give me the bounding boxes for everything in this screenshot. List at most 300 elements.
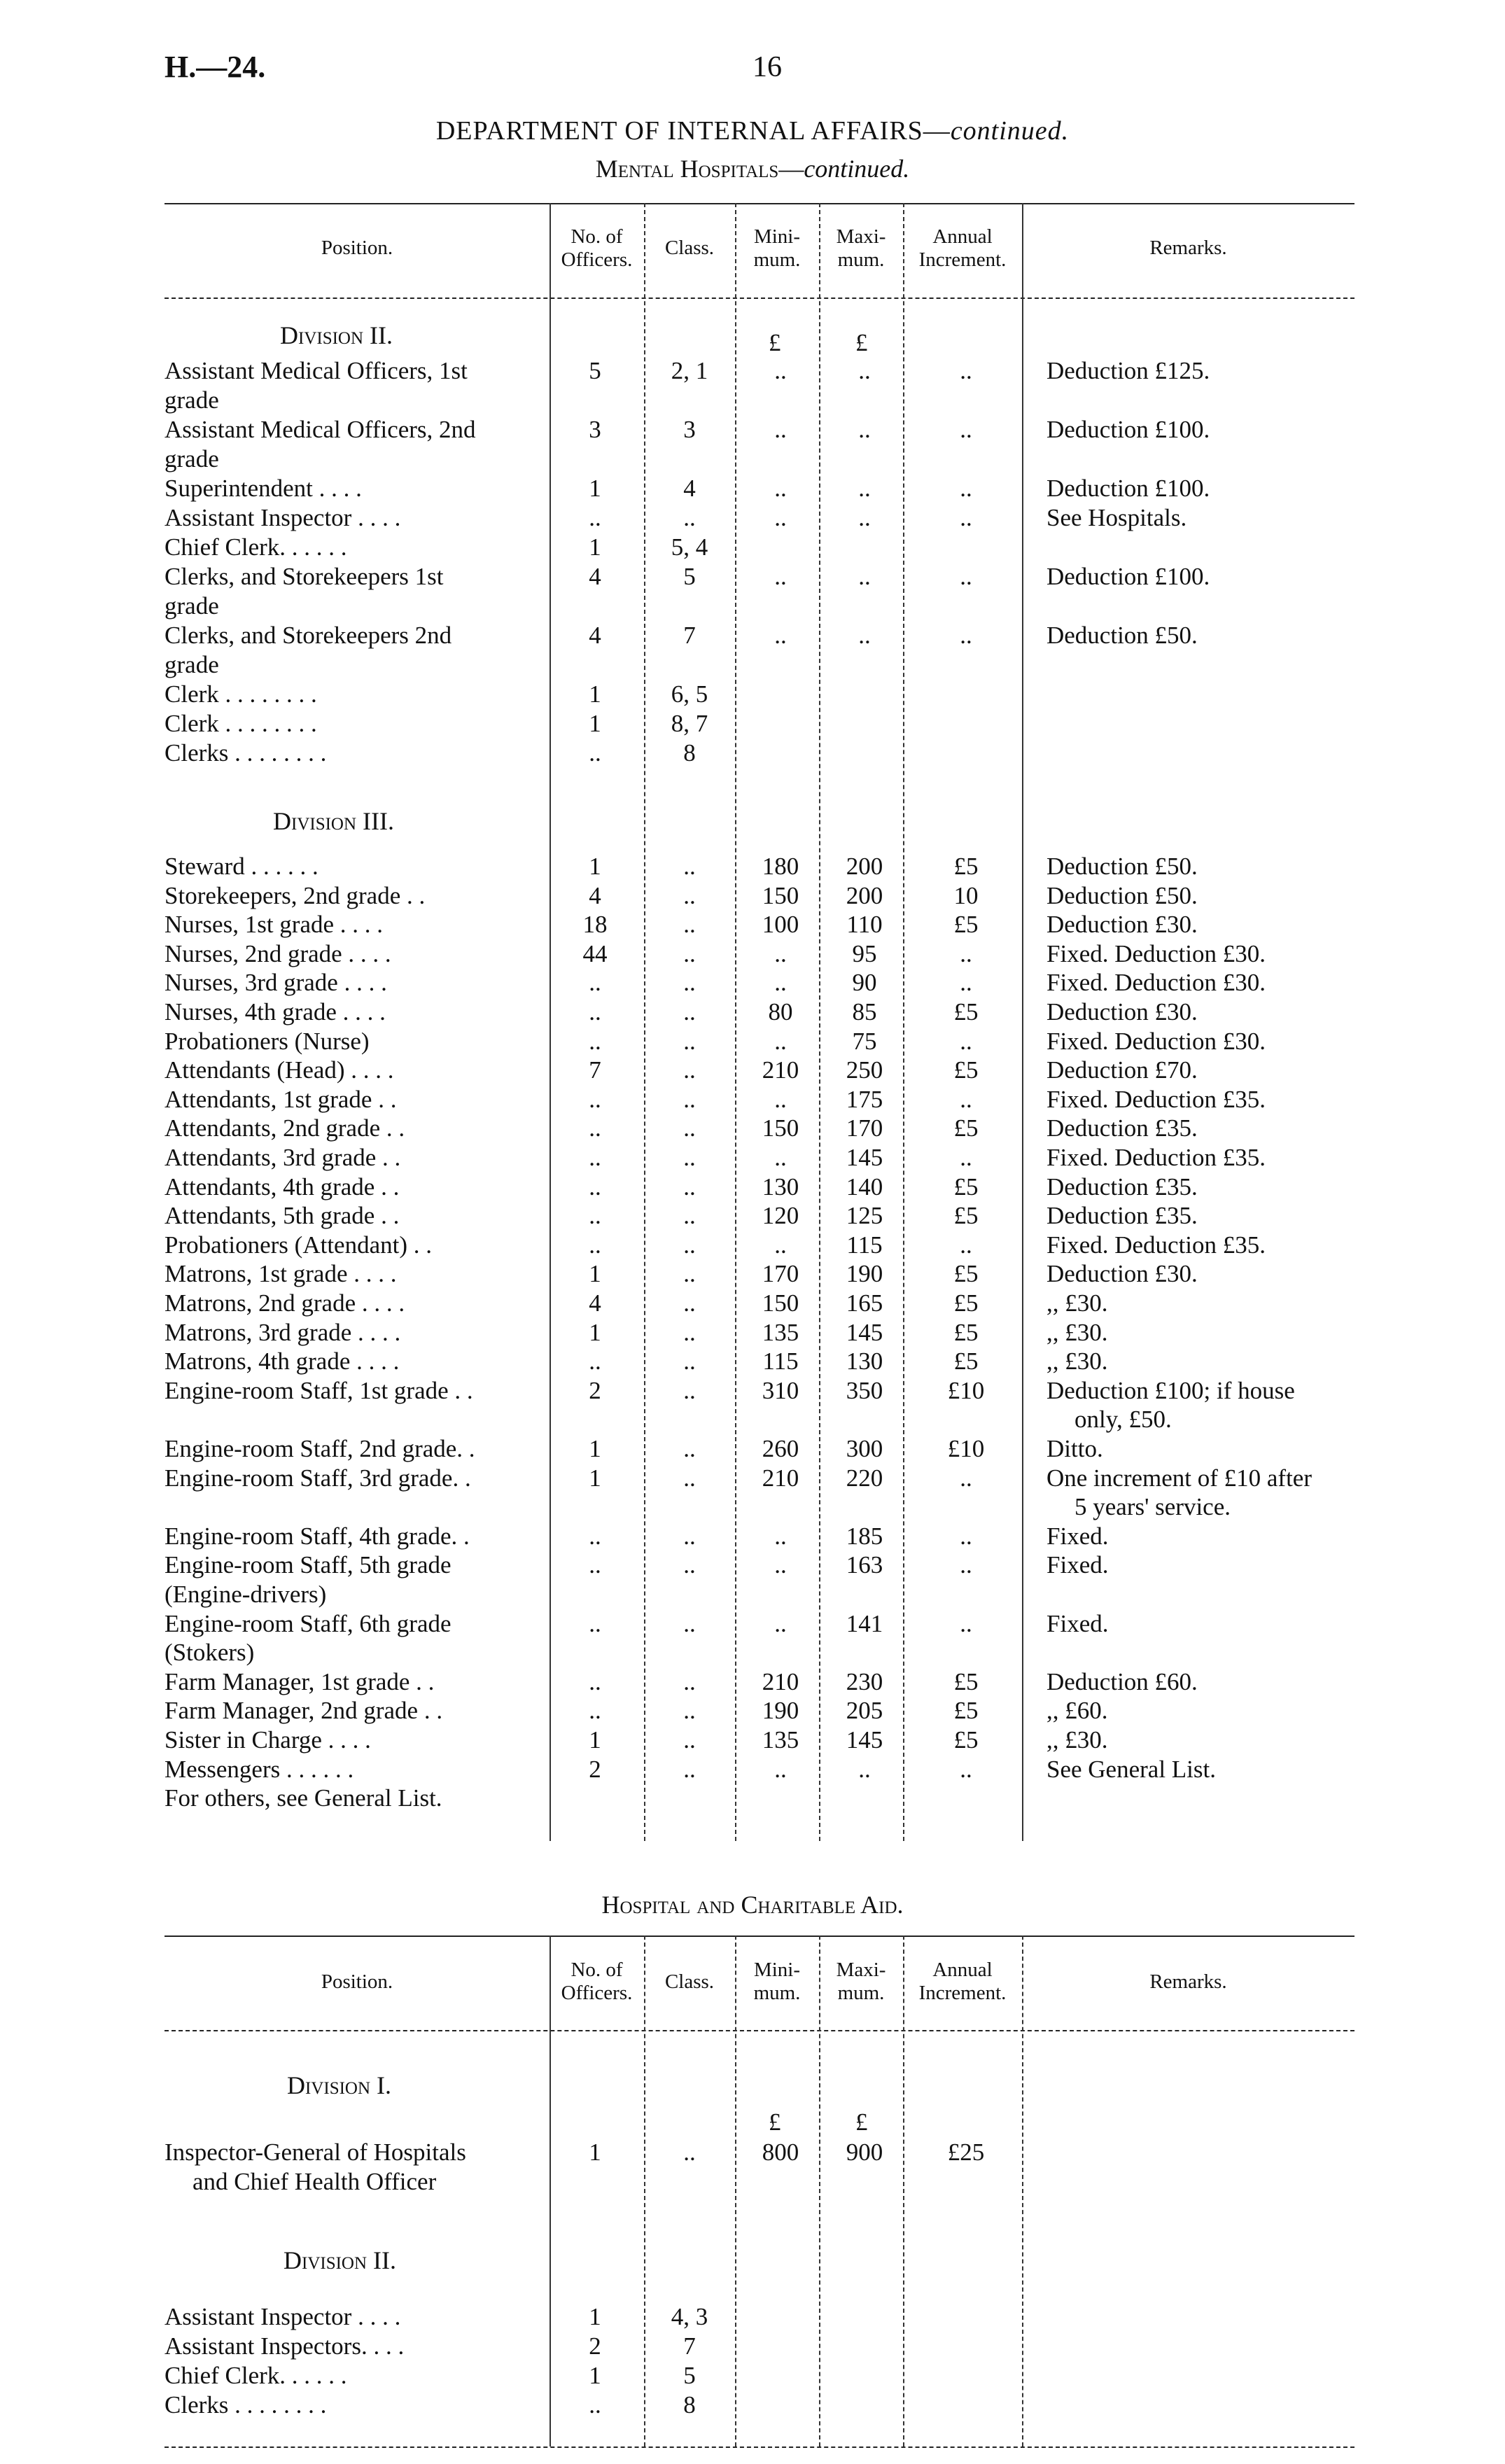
- t2-division-i-heading: Division I.: [287, 2071, 392, 2099]
- minimum-cell: ..: [774, 969, 787, 997]
- remarks-cell: Fixed.: [1046, 1609, 1109, 1637]
- remarks-cell: Deduction £100.: [1046, 563, 1210, 590]
- maximum-cell: ..: [858, 504, 871, 531]
- position-cell-cont: and Chief Health Officer: [192, 2168, 437, 2195]
- class-cell: ..: [683, 1522, 696, 1550]
- maximum-cell: 163: [846, 1551, 883, 1579]
- remarks-cell: Deduction £50.: [1046, 881, 1198, 909]
- min-unit-pound: £: [769, 329, 781, 356]
- increment-cell: 10: [953, 881, 979, 909]
- minimum-cell: 150: [762, 1289, 799, 1317]
- minimum-cell: 80: [768, 998, 793, 1026]
- officers-cell: ..: [589, 1697, 601, 1725]
- officers-cell: ..: [589, 998, 601, 1026]
- remarks-cell: Deduction £50.: [1046, 853, 1198, 880]
- officers-cell: ..: [589, 1231, 601, 1259]
- t2-col-header-increment: [903, 1959, 1022, 2005]
- section1-title-text: Mental Hospitals—: [595, 155, 804, 183]
- increment-cell: £5: [953, 1114, 979, 1142]
- t2-col-header-increment-l2: Increment.: [918, 1982, 1007, 2004]
- table-row: [0, 2332, 1505, 2362]
- maximum-cell: 230: [846, 1667, 883, 1695]
- minimum-cell: 115: [762, 1348, 799, 1376]
- position-cell: Clerks, and Storekeepers 2nd: [164, 622, 452, 649]
- minimum-cell: 130: [762, 1172, 799, 1200]
- officers-cell: ..: [589, 1027, 601, 1055]
- position-cell: Chief Clerk. . . . . .: [164, 2362, 347, 2389]
- maximum-cell: 141: [846, 1609, 883, 1637]
- position-cell-cont: grade: [164, 592, 219, 620]
- maximum-cell: ..: [858, 1755, 871, 1783]
- minimum-cell: 190: [762, 1697, 799, 1725]
- increment-cell: £5: [953, 1202, 979, 1230]
- position-cell: Clerks . . . . . . . .: [164, 2391, 327, 2418]
- division-ii-heading: Division II.: [280, 321, 393, 349]
- class-cell: ..: [683, 1667, 696, 1695]
- department-title-cont: continued.: [950, 116, 1070, 146]
- position-cell: Probationers (Nurse): [164, 1027, 370, 1055]
- division-iii-heading: Division III.: [273, 807, 395, 835]
- remarks-cell: Fixed.: [1046, 1522, 1109, 1550]
- maximum-cell: 85: [852, 998, 877, 1026]
- minimum-cell: 170: [762, 1260, 799, 1288]
- class-cell: 5, 4: [671, 533, 708, 561]
- class-cell: 5: [683, 2362, 696, 2389]
- class-cell: ..: [683, 1318, 696, 1346]
- maximum-cell: 165: [846, 1289, 883, 1317]
- officers-cell: 1: [589, 475, 601, 502]
- position-cell: Messengers . . . . . .: [164, 1755, 354, 1783]
- position-cell: Clerks . . . . . . . .: [164, 739, 327, 766]
- department-title-text: DEPARTMENT OF INTERNAL AFFAIRS—: [435, 116, 951, 146]
- officers-cell: 1: [589, 1260, 601, 1288]
- maximum-cell: 175: [846, 1085, 883, 1113]
- remarks-cell: Deduction £30.: [1046, 911, 1198, 939]
- t2-col-header-maximum-l1: Maxi-: [836, 1959, 886, 1981]
- class-cell: 4, 3: [671, 2303, 708, 2330]
- position-cell: Clerks, and Storekeepers 1st: [164, 563, 444, 590]
- officers-cell: 1: [589, 680, 601, 708]
- class-cell: ..: [683, 1551, 696, 1579]
- officers-cell: ..: [589, 1172, 601, 1200]
- remarks-cell: Fixed. Deduction £35.: [1046, 1085, 1266, 1113]
- class-cell: 4: [683, 475, 696, 502]
- remarks-cell: Deduction £60.: [1046, 1667, 1198, 1695]
- minimum-cell: 150: [762, 1114, 799, 1142]
- position-cell: For others, see General List.: [164, 1784, 442, 1812]
- officers-cell: 1: [589, 2303, 601, 2330]
- officers-cell: 1: [589, 1435, 601, 1462]
- class-cell: ..: [683, 504, 696, 531]
- minimum-cell: ..: [774, 416, 787, 443]
- position-cell: Probationers (Attendant) . .: [164, 1231, 432, 1259]
- increment-cell: £5: [953, 911, 979, 939]
- increment-cell: ..: [960, 622, 972, 649]
- increment-cell: ..: [960, 1085, 972, 1113]
- t2-col-header-minimum-l1: Mini-: [753, 1959, 801, 1981]
- maximum-cell: 220: [846, 1464, 883, 1492]
- officers-cell: ..: [589, 1609, 601, 1637]
- class-cell: ..: [683, 1435, 696, 1462]
- officers-cell: 4: [589, 881, 601, 909]
- position-cell: Engine-room Staff, 1st grade . .: [164, 1376, 473, 1404]
- officers-cell: ..: [589, 1114, 601, 1142]
- class-cell: ..: [683, 1755, 696, 1783]
- t2-col-header-minimum: [735, 1959, 819, 2005]
- maximum-cell: 125: [846, 1202, 883, 1230]
- increment-cell: £5: [953, 1056, 979, 1084]
- maximum-cell: 200: [846, 853, 883, 880]
- t2-division-ii-heading: Division II.: [284, 2246, 397, 2274]
- class-cell: 7: [683, 622, 696, 649]
- class-cell: ..: [683, 1726, 696, 1754]
- class-cell: 8: [683, 739, 696, 766]
- t2-col-header-remarks: Remarks.: [1149, 1970, 1227, 1993]
- position-cell: Assistant Medical Officers, 1st: [164, 357, 468, 384]
- officers-cell: 1: [589, 1726, 601, 1754]
- minimum-cell: 310: [762, 1376, 799, 1404]
- position-cell-cont: grade: [164, 651, 219, 678]
- class-cell: ..: [683, 1697, 696, 1725]
- minimum-cell: ..: [774, 357, 787, 384]
- position-cell: Engine-room Staff, 3rd grade. .: [164, 1464, 471, 1492]
- officers-cell: 4: [589, 563, 601, 590]
- position-cell: Nurses, 4th grade . . . .: [164, 998, 386, 1026]
- minimum-cell: 180: [762, 853, 799, 880]
- officers-cell: ..: [589, 739, 601, 766]
- position-cell: Attendants, 3rd grade . .: [164, 1144, 401, 1171]
- position-cell: Attendants (Head) . . . .: [164, 1056, 394, 1084]
- position-cell: Assistant Inspector . . . .: [164, 2303, 401, 2330]
- class-cell: 8, 7: [671, 710, 708, 737]
- maximum-cell: 200: [846, 881, 883, 909]
- minimum-cell: 800: [762, 2138, 799, 2166]
- officers-cell: 1: [589, 1464, 601, 1492]
- position-cell: Storekeepers, 2nd grade . .: [164, 881, 426, 909]
- remarks-cell: One increment of £10 after: [1046, 1464, 1312, 1492]
- increment-cell: £5: [953, 1667, 979, 1695]
- minimum-cell: 210: [762, 1667, 799, 1695]
- increment-cell: £5: [953, 998, 979, 1026]
- officers-cell: 4: [589, 1289, 601, 1317]
- position-cell: Attendants, 4th grade . .: [164, 1172, 400, 1200]
- position-cell: Engine-room Staff, 5th grade: [164, 1551, 451, 1579]
- minimum-cell: 100: [762, 911, 799, 939]
- maximum-cell: 250: [846, 1056, 883, 1084]
- maximum-cell: 90: [852, 969, 877, 997]
- col-header-increment-l1: Annual: [932, 225, 993, 248]
- remarks-cell: ,, £30.: [1046, 1318, 1108, 1346]
- class-cell: 7: [683, 2332, 696, 2360]
- class-cell: ..: [683, 969, 696, 997]
- remarks-cell: Ditto.: [1046, 1435, 1103, 1462]
- class-cell: ..: [683, 998, 696, 1026]
- class-cell: ..: [683, 1144, 696, 1171]
- remarks-cell: ,, £30.: [1046, 1348, 1108, 1376]
- col-header-increment-l2: Increment.: [918, 248, 1007, 271]
- class-cell: ..: [683, 1056, 696, 1084]
- position-cell: Attendants, 5th grade . .: [164, 1202, 400, 1230]
- position-cell: Nurses, 3rd grade . . . .: [164, 969, 387, 997]
- class-cell: ..: [683, 1202, 696, 1230]
- officers-cell: 2: [589, 2332, 601, 2360]
- t2-max-unit-pound: £: [855, 2108, 868, 2136]
- col-header-class: Class.: [664, 237, 715, 259]
- officers-cell: ..: [589, 2391, 601, 2418]
- remarks-cell: See General List.: [1046, 1755, 1216, 1783]
- class-cell: ..: [683, 881, 696, 909]
- remarks-cell: Deduction £30.: [1046, 1260, 1198, 1288]
- class-cell: ..: [683, 853, 696, 880]
- increment-cell: £5: [953, 1172, 979, 1200]
- position-cell: Engine-room Staff, 2nd grade. .: [164, 1435, 475, 1462]
- class-cell: 2, 1: [671, 357, 708, 384]
- position-cell: Assistant Medical Officers, 2nd: [164, 416, 476, 443]
- class-cell: ..: [683, 1114, 696, 1142]
- remarks-cell: ,, £30.: [1046, 1726, 1108, 1754]
- officers-cell: 7: [589, 1056, 601, 1084]
- col-header-officers-l2: Officers.: [561, 248, 633, 271]
- maximum-cell: 145: [846, 1726, 883, 1754]
- max-unit-pound: £: [855, 329, 868, 356]
- officers-cell: 5: [589, 357, 601, 384]
- minimum-cell: 210: [762, 1464, 799, 1492]
- position-cell: Matrons, 4th grade . . . .: [164, 1348, 400, 1376]
- minimum-cell: ..: [774, 1522, 787, 1550]
- class-cell: 8: [683, 2391, 696, 2418]
- increment-cell: ..: [960, 475, 972, 502]
- maximum-cell: ..: [858, 475, 871, 502]
- table-row: [0, 2391, 1505, 2421]
- maximum-cell: 185: [846, 1522, 883, 1550]
- minimum-cell: 135: [762, 1726, 799, 1754]
- remarks-cell: Fixed. Deduction £35.: [1046, 1144, 1266, 1171]
- increment-cell: £10: [947, 1376, 985, 1404]
- officers-cell: ..: [589, 1551, 601, 1579]
- officers-cell: 4: [589, 622, 601, 649]
- officers-cell: 1: [589, 1318, 601, 1346]
- maximum-cell: ..: [858, 357, 871, 384]
- officers-cell: ..: [589, 1202, 601, 1230]
- increment-cell: ..: [960, 1755, 972, 1783]
- col-header-position: Position.: [321, 237, 393, 259]
- remarks-cell: Deduction £100.: [1046, 416, 1210, 443]
- position-cell: Clerk . . . . . . . .: [164, 710, 317, 737]
- maximum-cell: 140: [846, 1172, 883, 1200]
- position-cell: Engine-room Staff, 6th grade: [164, 1609, 451, 1637]
- class-cell: ..: [683, 2138, 696, 2166]
- officers-cell: 18: [582, 911, 608, 939]
- increment-cell: £25: [947, 2138, 985, 2166]
- maximum-cell: 95: [852, 939, 877, 967]
- remarks-cell: Deduction £35.: [1046, 1202, 1198, 1230]
- class-cell: ..: [683, 939, 696, 967]
- officers-cell: ..: [589, 1522, 601, 1550]
- t2-col-header-position: Position.: [321, 1970, 393, 1993]
- minimum-cell: ..: [774, 622, 787, 649]
- class-cell: ..: [683, 1260, 696, 1288]
- minimum-cell: 150: [762, 881, 799, 909]
- remarks-cell: Fixed.: [1046, 1551, 1109, 1579]
- table-row: [0, 2138, 1505, 2197]
- class-cell: 3: [683, 416, 696, 443]
- position-cell: Engine-room Staff, 4th grade. .: [164, 1522, 470, 1550]
- class-cell: ..: [683, 1464, 696, 1492]
- position-cell: Sister in Charge . . . .: [164, 1726, 371, 1754]
- remarks-cell: Fixed. Deduction £35.: [1046, 1231, 1266, 1259]
- maximum-cell: 190: [846, 1260, 883, 1288]
- remarks-cell-cont: 5 years' service.: [1074, 1493, 1231, 1521]
- maximum-cell: 130: [846, 1348, 883, 1376]
- maximum-cell: 170: [846, 1114, 883, 1142]
- class-cell: 5: [683, 563, 696, 590]
- officers-cell: 3: [589, 416, 601, 443]
- t2-col-header-maximum-l2: mum.: [837, 1982, 885, 2004]
- maximum-cell: 145: [846, 1144, 883, 1171]
- t2-col-header-officers-l2: Officers.: [561, 1982, 633, 2004]
- increment-cell: ..: [960, 504, 972, 531]
- remarks-cell: ,, £30.: [1046, 1289, 1108, 1317]
- remarks-cell: Fixed. Deduction £30.: [1046, 939, 1266, 967]
- col-header-maximum-l1: Maxi-: [836, 225, 886, 248]
- position-cell: Nurses, 1st grade . . . .: [164, 911, 384, 939]
- position-cell-cont: grade: [164, 445, 219, 472]
- maximum-cell: ..: [858, 416, 871, 443]
- class-cell: ..: [683, 1348, 696, 1376]
- maximum-cell: 300: [846, 1435, 883, 1462]
- increment-cell: £5: [953, 1348, 979, 1376]
- class-cell: ..: [683, 1172, 696, 1200]
- minimum-cell: ..: [774, 475, 787, 502]
- remarks-cell: Deduction £125.: [1046, 357, 1210, 384]
- remarks-cell: Deduction £70.: [1046, 1056, 1198, 1084]
- position-cell: Inspector-General of Hospitals: [164, 2138, 466, 2166]
- class-cell: ..: [683, 911, 696, 939]
- position-cell: Matrons, 2nd grade . . . .: [164, 1289, 405, 1317]
- increment-cell: ..: [960, 939, 972, 967]
- officers-cell: 1: [589, 853, 601, 880]
- maximum-cell: 205: [846, 1697, 883, 1725]
- minimum-cell: ..: [774, 504, 787, 531]
- position-cell: Farm Manager, 2nd grade . .: [164, 1697, 443, 1725]
- position-cell: Attendants, 2nd grade . .: [164, 1114, 405, 1142]
- minimum-cell: ..: [774, 939, 787, 967]
- position-cell: Assistant Inspectors. . . .: [164, 2332, 405, 2360]
- increment-cell: ..: [960, 1464, 972, 1492]
- minimum-cell: ..: [774, 1551, 787, 1579]
- officers-cell: 2: [589, 1755, 601, 1783]
- remarks-cell: ,, £60.: [1046, 1697, 1108, 1725]
- position-cell: Superintendent . . . .: [164, 475, 362, 502]
- t2-col-header-minimum-l2: mum.: [753, 1982, 801, 2004]
- position-cell-cont: (Stokers): [164, 1639, 255, 1667]
- officers-cell: 44: [582, 939, 608, 967]
- table-row: [0, 2303, 1505, 2332]
- minimum-cell: ..: [774, 1085, 787, 1113]
- class-cell: ..: [683, 1289, 696, 1317]
- t2-col-header-class: Class.: [664, 1970, 715, 1993]
- increment-cell: ..: [960, 416, 972, 443]
- minimum-cell: 135: [762, 1318, 799, 1346]
- position-cell-cont: grade: [164, 386, 219, 414]
- increment-cell: ..: [960, 969, 972, 997]
- maximum-cell: ..: [858, 622, 871, 649]
- officers-cell: ..: [589, 1667, 601, 1695]
- increment-cell: £5: [953, 853, 979, 880]
- t2-col-header-officers-l1: No. of: [570, 1959, 623, 1981]
- position-cell: Steward . . . . . .: [164, 853, 318, 880]
- class-cell: ..: [683, 1085, 696, 1113]
- officers-cell: ..: [589, 969, 601, 997]
- table-row: [0, 2362, 1505, 2391]
- increment-cell: ..: [960, 1027, 972, 1055]
- increment-cell: ..: [960, 1144, 972, 1171]
- officers-cell: 2: [589, 1376, 601, 1404]
- col-header-maximum-l2: mum.: [837, 248, 885, 271]
- col-header-minimum-l2: mum.: [753, 248, 801, 271]
- document-reference: H.—24.: [164, 50, 266, 84]
- t2-min-unit-pound: £: [769, 2108, 781, 2136]
- maximum-cell: 350: [846, 1376, 883, 1404]
- increment-cell: ..: [960, 563, 972, 590]
- position-cell: Attendants, 1st grade . .: [164, 1085, 397, 1113]
- position-cell: Matrons, 1st grade . . . .: [164, 1260, 397, 1288]
- remarks-cell: Deduction £35.: [1046, 1114, 1198, 1142]
- remarks-cell: Deduction £100.: [1046, 475, 1210, 502]
- increment-cell: £5: [953, 1318, 979, 1346]
- position-cell-cont: (Engine-drivers): [164, 1580, 327, 1608]
- officers-cell: 1: [589, 533, 601, 561]
- t2-col-header-officers: [550, 1959, 644, 2005]
- col-header-remarks: Remarks.: [1149, 237, 1227, 259]
- remarks-cell: Fixed. Deduction £30.: [1046, 1027, 1266, 1055]
- col-header-officers-l1: No. of: [570, 225, 623, 248]
- position-cell: Nurses, 2nd grade . . . .: [164, 939, 391, 967]
- col-header-minimum-l1: Mini-: [753, 225, 801, 248]
- increment-cell: ..: [960, 1231, 972, 1259]
- increment-cell: £5: [953, 1697, 979, 1725]
- increment-cell: ..: [960, 1522, 972, 1550]
- position-cell: Farm Manager, 1st grade . .: [164, 1667, 435, 1695]
- remarks-cell: Fixed. Deduction £30.: [1046, 969, 1266, 997]
- increment-cell: £5: [953, 1260, 979, 1288]
- class-cell: 6, 5: [671, 680, 708, 708]
- maximum-cell: 900: [846, 2138, 883, 2166]
- minimum-cell: 210: [762, 1056, 799, 1084]
- maximum-cell: 145: [846, 1318, 883, 1346]
- class-cell: ..: [683, 1609, 696, 1637]
- minimum-cell: ..: [774, 1231, 787, 1259]
- position-cell: Clerk . . . . . . . .: [164, 680, 317, 708]
- position-cell: Matrons, 3rd grade . . . .: [164, 1318, 401, 1346]
- minimum-cell: ..: [774, 1609, 787, 1637]
- t2-col-header-maximum: [819, 1959, 903, 2005]
- position-cell: Chief Clerk. . . . . .: [164, 533, 347, 561]
- increment-cell: £5: [953, 1289, 979, 1317]
- remarks-cell: Deduction £100; if house: [1046, 1376, 1295, 1404]
- maximum-cell: 110: [846, 911, 883, 939]
- increment-cell: ..: [960, 357, 972, 384]
- increment-cell: ..: [960, 1551, 972, 1579]
- officers-cell: ..: [589, 1144, 601, 1171]
- minimum-cell: ..: [774, 563, 787, 590]
- remarks-cell-cont: only, £50.: [1074, 1406, 1172, 1434]
- page-number: 16: [752, 51, 782, 83]
- remarks-cell: See Hospitals.: [1046, 504, 1187, 531]
- officers-cell: 1: [589, 2362, 601, 2389]
- maximum-cell: 75: [852, 1027, 877, 1055]
- class-cell: ..: [683, 1027, 696, 1055]
